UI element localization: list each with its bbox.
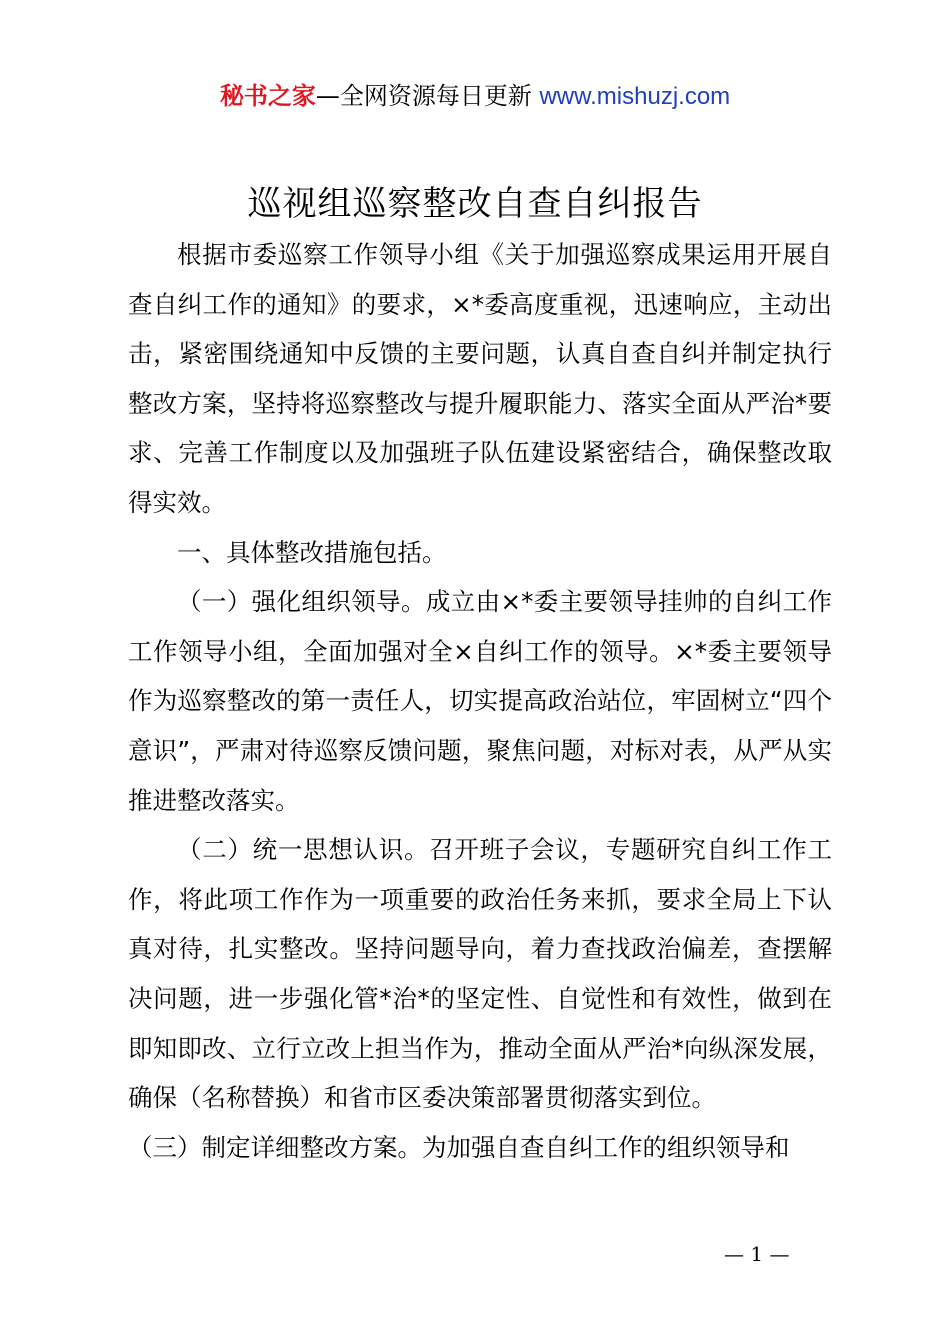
- site-url-link[interactable]: www.mishuzj.com: [539, 83, 731, 110]
- document-title: 巡视组巡察整改自查自纠报告: [247, 184, 703, 224]
- document-body: [128, 230, 832, 1172]
- section-heading-measures: 一、具体整改措施包括。: [177, 537, 447, 567]
- banner-tagline: —全网资源每日更新: [315, 82, 532, 110]
- intro-paragraph: 根据市委巡察工作领导小组《关于加强巡察成果运用开展自查自纠工作的通知》的要求，×*委高度重视，迅速响应，主动出击，紧密围绕通知中反馈的主要问题，认真自查自纠并制定执行整改方案，坚持将巡察整改与提升履职能力、落实全面从严治*要求、完善工作制度以及加强班子队伍建设紧密结合，确保整改取得实效。: [128, 240, 832, 517]
- brand-name: 秘书之家: [219, 82, 316, 110]
- measure-paragraph-3: （三）制定详细整改方案。为加强自查自纠工作的组织领导和: [128, 1132, 790, 1162]
- site-banner: [0, 80, 950, 113]
- measure-paragraph-1: （一）强化组织领导。成立由×*委主要领导挂帅的自纠工作工作领导小组，全面加强对全×自纠工作的领导。×*委主要领导作为巡察整改的第一责任人，切实提高政治站位，牢固树立“四个意识”，严肃对待巡察反馈问题，聚焦问题，对标对表，从严从实推进整改落实。: [128, 587, 832, 815]
- page-number: — 1 —: [724, 1242, 790, 1266]
- measure-paragraph-2: （二）统一思想认识。召开班子会议，专题研究自纠工作工作，将此项工作作为一项重要的政治任务来抓，要求全局上下认真对待，扎实整改。坚持问题导向，着力查找政治偏差，查摆解决问题，进一步强化管*治*的坚定性、自觉性和有效性，做到在即知即改、立行立改上担当作为，推动全面从严治*向纵深发展，确保（名称替换）和省市区委决策部署贯彻落实到位。: [128, 835, 832, 1113]
